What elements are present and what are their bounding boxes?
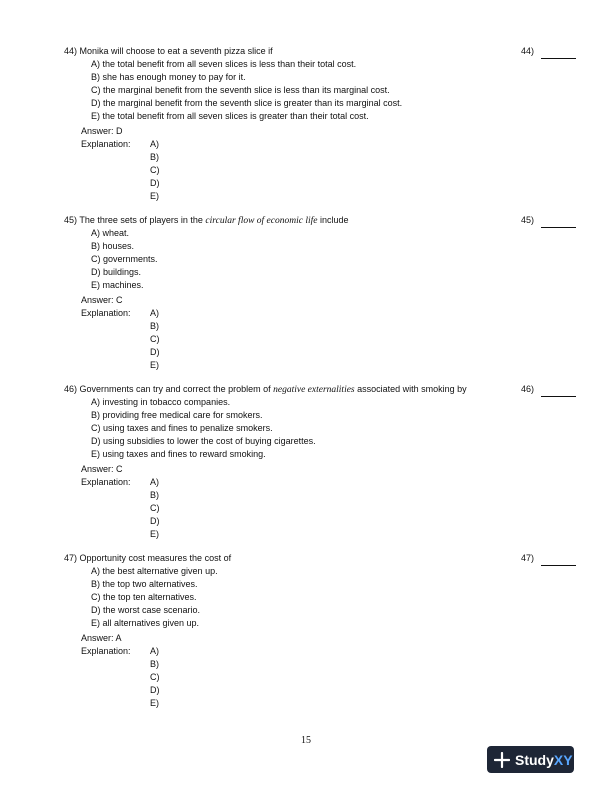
- answer-blank: [541, 386, 576, 397]
- explanation-option: A): [150, 646, 159, 656]
- explanation-label: Explanation:: [81, 139, 131, 149]
- question-stem: 47) Opportunity cost measures the cost of: [64, 553, 232, 563]
- explanation-option: E): [150, 191, 159, 201]
- explanation-option: C): [150, 503, 160, 513]
- answer-blank: [541, 48, 576, 59]
- answer-line: Answer: C: [81, 295, 123, 305]
- option-d: D) the marginal benefit from the seventh slice is greater than its marginal cost.: [91, 98, 403, 108]
- explanation-option: E): [150, 698, 159, 708]
- option-e: E) using taxes and fines to reward smoking.: [91, 449, 266, 459]
- option-b: B) houses.: [91, 241, 135, 251]
- option-a: A) the total benefit from all seven slices is less than their total cost.: [91, 59, 357, 69]
- option-c: C) governments.: [91, 254, 158, 264]
- option-d: D) using subsidies to lower the cost of buying cigarettes.: [91, 436, 316, 446]
- option-b: B) providing free medical care for smokers.: [91, 410, 263, 420]
- explanation-option: C): [150, 672, 160, 682]
- answer-blank: [541, 555, 576, 566]
- option-b: B) the top two alternatives.: [91, 579, 198, 589]
- explanation-option: A): [150, 308, 159, 318]
- option-a: A) investing in tobacco companies.: [91, 397, 231, 407]
- explanation-option: B): [150, 321, 159, 331]
- explanation-option: D): [150, 516, 160, 526]
- question-number: 46): [521, 384, 535, 394]
- answer-line: Answer: D: [81, 126, 123, 136]
- explanation-label: Explanation:: [81, 477, 131, 487]
- explanation-label: Explanation:: [81, 646, 131, 656]
- explanation-label: Explanation:: [81, 308, 131, 318]
- answer-line: Answer: C: [81, 464, 123, 474]
- page-number: 15: [301, 735, 311, 746]
- explanation-option: A): [150, 139, 159, 149]
- option-e: E) machines.: [91, 280, 144, 290]
- explanation-option: A): [150, 477, 159, 487]
- explanation-option: D): [150, 178, 160, 188]
- option-e: E) the total benefit from all seven slices is greater than their total cost.: [91, 111, 369, 121]
- option-d: D) the worst case scenario.: [91, 605, 201, 615]
- explanation-option: B): [150, 152, 159, 162]
- explanation-option: E): [150, 529, 159, 539]
- option-b: B) she has enough money to pay for it.: [91, 72, 246, 82]
- badge-brand: Study: [515, 751, 554, 768]
- explanation-option: D): [150, 685, 160, 695]
- badge-brand-accent: XY: [553, 751, 573, 768]
- explanation-option: C): [150, 165, 160, 175]
- option-c: C) using taxes and fines to penalize smokers.: [91, 423, 273, 433]
- explanation-option: B): [150, 659, 159, 669]
- answer-line: Answer: A: [81, 633, 122, 643]
- question-number: 47): [521, 553, 535, 563]
- question-number: 44): [521, 46, 535, 56]
- question-number: 45): [521, 215, 535, 225]
- option-c: C) the marginal benefit from the seventh slice is less than its marginal cost.: [91, 85, 390, 95]
- option-e: E) all alternatives given up.: [91, 618, 200, 628]
- option-d: D) buildings.: [91, 267, 142, 277]
- question-stem: 45) The three sets of players in the circular flow of economic life include: [64, 215, 349, 226]
- option-a: A) the best alternative given up.: [91, 566, 218, 576]
- option-a: A) wheat.: [91, 228, 130, 238]
- explanation-option: D): [150, 347, 160, 357]
- option-c: C) the top ten alternatives.: [91, 592, 197, 602]
- explanation-option: B): [150, 490, 159, 500]
- explanation-option: E): [150, 360, 159, 370]
- question-stem: 46) Governments can try and correct the problem of negative externalities associated with smoking by: [64, 384, 467, 395]
- explanation-option: C): [150, 334, 160, 344]
- studyxy-badge[interactable]: [487, 746, 574, 773]
- plus-icon: [494, 752, 510, 768]
- answer-blank: [541, 217, 576, 228]
- question-stem: 44) Monika will choose to eat a seventh pizza slice if: [64, 46, 273, 56]
